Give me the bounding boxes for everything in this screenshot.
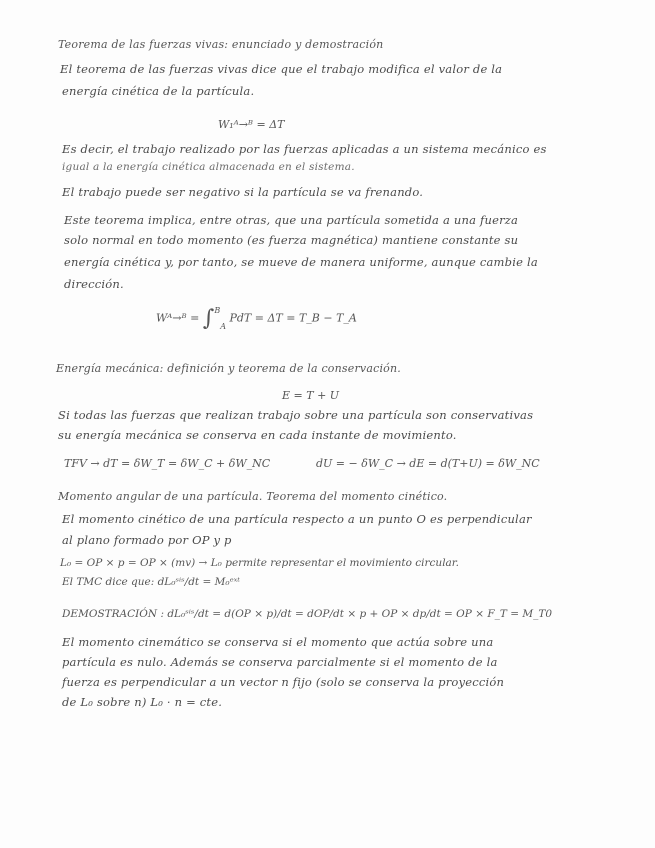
section3-line-2: al plano formado por OP y p [62, 533, 232, 547]
closing-line-1: El momento cinemático se conserva si el momento que actúa sobre una [62, 635, 494, 649]
work-energy-equation: W₁ᴬ→ᴮ = ΔT [218, 118, 285, 131]
tmc-label: El TMC dice que: [62, 576, 155, 588]
closing-line-3: fuerza es perpendicular a un vector n fijo (solo se conserva la proyección [62, 675, 505, 689]
section1-line-4: igual a la energía cinética almacenada en el sistema. [62, 161, 355, 173]
section1-heading: Teorema de las fuerzas vivas: enunciado y demostración [58, 38, 384, 51]
section2-heading: Energía mecánica: definición y teorema de la conservación. [56, 362, 401, 375]
demonstration-line [62, 608, 552, 620]
demonstration-equation: dL₀ˢⁱˢ/dt = d(OP × p)/dt = dOP/dt × p + OP × dp/dt = OP × F_T = M_T0 [167, 608, 553, 620]
integral-work-equation: Wᴬ→ᴮ = ∫$^B$A PdT = ΔT = T_B − T_A [156, 306, 357, 331]
closing-line-4: de L₀ sobre n) L₀ · n = cte. [62, 695, 223, 709]
demonstration-label: DEMOSTRACIÓN : [62, 608, 164, 620]
tfv-equation: TFV → dT = δW_T = δW_C + δW_NC [64, 457, 271, 470]
section1-line-8: energía cinética y, por tanto, se mueve de manera uniforme, aunque cambie la [64, 255, 538, 269]
section3-heading: Momento angular de una partícula. Teorema del momento cinético. [58, 490, 448, 503]
integral-rhs: PdT = ΔT = T_B − T_A [229, 311, 357, 325]
tmc-statement [62, 576, 240, 588]
mechanical-energy-equation: E = T + U [282, 389, 340, 402]
section1-line-3: Es decir, el trabajo realizado por las fuerzas aplicadas a un sistema mecánico es [62, 142, 547, 156]
section3-line-1: El momento cinético de una partícula respecto a un punto O es perpendicular [62, 512, 532, 526]
potential-energy-equation: dU = − δW_C → dE = d(T+U) = δW_NC [316, 457, 540, 470]
section1-line-2: energía cinética de la partícula. [62, 84, 255, 98]
integral-sign-icon: ∫ [202, 306, 215, 331]
section1-line-1: El teorema de las fuerzas vivas dice que el trabajo modifica el valor de la [60, 62, 503, 76]
section1-line-5: El trabajo puede ser negativo si la partícula se va frenando. [62, 185, 424, 199]
section2-line-2: su energía mecánica se conserva en cada instante de movimiento. [58, 428, 457, 442]
section2-line-1: Si todas las fuerzas que realizan trabajo sobre una partícula son conservativas [58, 408, 534, 422]
tmc-equation: dL₀ˢⁱˢ/dt = M₀ᵉˣᵗ [157, 576, 240, 588]
integral-lhs: Wᴬ→ᴮ = [156, 311, 200, 325]
closing-line-2: partícula es nulo. Además se conserva parcialmente si el momento de la [62, 655, 498, 669]
section1-line-6: Este teorema implica, entre otras, que una partícula sometida a una fuerza [64, 213, 519, 227]
section1-line-9: dirección. [64, 277, 124, 291]
section1-line-7: solo normal en todo momento (es fuerza magnética) mantiene constante su [64, 233, 519, 247]
angular-momentum-definition: L₀ = OP × p = OP × (mv) → L₀ permite representar el movimiento circular. [60, 557, 460, 569]
